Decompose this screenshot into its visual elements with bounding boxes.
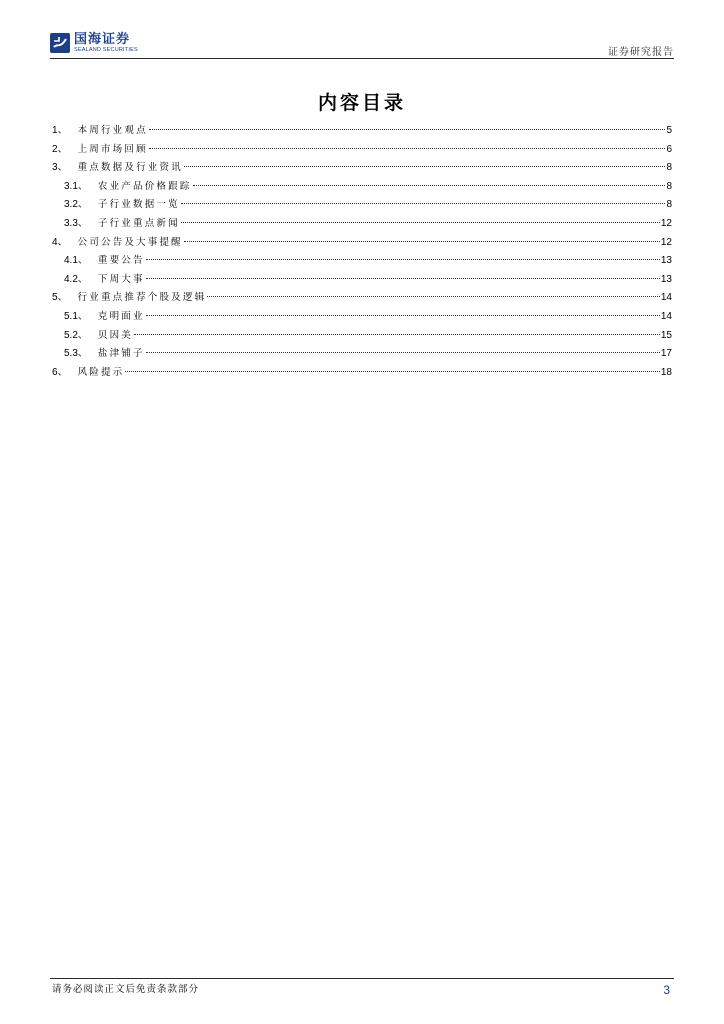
toc-entry-number: 5	[52, 292, 58, 304]
report-type-label: 证券研究报告	[608, 47, 674, 58]
toc-entry[interactable]	[52, 289, 672, 308]
toc-entry-separator: 、	[77, 180, 88, 192]
toc-entry-page: 17	[660, 348, 672, 360]
toc-entry[interactable]	[52, 327, 672, 346]
toc-entry-separator: 、	[77, 273, 88, 285]
toc-entry-number: 4.2	[64, 273, 78, 285]
toc-entry-separator: 、	[57, 366, 68, 378]
toc-entry[interactable]	[52, 159, 672, 178]
toc-entry-label: 公司公告及大事提醒	[77, 236, 183, 248]
toc-entry-number: 3.2	[64, 199, 78, 211]
toc-entry-page: 6	[666, 143, 672, 155]
toc-entry-page: 15	[660, 329, 672, 341]
toc-entry-separator: 、	[57, 292, 68, 304]
toc-entry-label: 下周大事	[97, 273, 145, 285]
toc-dot-leader	[184, 241, 660, 242]
toc-entry-separator: 、	[77, 217, 88, 229]
toc-title: 内容目录	[317, 92, 406, 114]
toc-entry[interactable]	[52, 364, 672, 383]
page-header	[50, 30, 674, 59]
toc-entry-separator: 、	[57, 236, 68, 248]
toc-entry-label: 贝因美	[97, 329, 134, 341]
toc-entry-number: 5.1	[64, 310, 78, 322]
toc-entry-label: 克明面业	[97, 310, 145, 322]
toc-entry-page: 8	[666, 180, 672, 192]
toc-entry-label: 重要公告	[97, 255, 145, 267]
toc-dot-leader	[134, 334, 660, 335]
toc-entry-page: 13	[660, 255, 672, 267]
toc-entry-separator: 、	[57, 125, 68, 136]
toc-entry-page: 18	[660, 366, 672, 378]
toc-entry[interactable]	[52, 234, 672, 253]
toc-entry-separator: 、	[57, 143, 68, 155]
toc-dot-leader	[146, 259, 660, 260]
logo-chinese-name: 国海证券	[74, 32, 131, 47]
toc-entry-separator: 、	[77, 255, 88, 267]
toc-entry-number: 1	[52, 125, 58, 136]
toc-entry[interactable]	[52, 215, 672, 234]
toc-entry[interactable]	[52, 308, 672, 327]
toc-entry-separator: 、	[77, 348, 88, 360]
page-number: 3	[663, 983, 670, 997]
toc-dot-leader	[146, 278, 660, 279]
toc-entry-label: 上周市场回顾	[77, 143, 148, 155]
disclaimer-note: 请务必阅读正文后免责条款部分	[52, 984, 200, 995]
toc-entry-page: 13	[660, 273, 672, 285]
toc-entry-number: 5.2	[64, 329, 78, 341]
toc-entry-separator: 、	[77, 199, 88, 211]
toc-dot-leader	[181, 203, 666, 204]
toc-entry-label: 子行业重点新闻	[97, 217, 180, 229]
toc-entry[interactable]	[52, 271, 672, 290]
toc-entry-page: 14	[660, 310, 672, 322]
toc-entry-page: 14	[660, 292, 672, 304]
toc-entry-label: 行业重点推荐个股及逻辑	[77, 292, 207, 304]
toc-entry-label: 本周行业观点	[77, 125, 148, 136]
toc-entry-separator: 、	[57, 162, 68, 174]
toc-entry-number: 4.1	[64, 255, 78, 267]
toc-dot-leader	[149, 129, 666, 130]
toc-entry-label: 风险提示	[77, 366, 125, 378]
toc-entry-label: 农业产品价格跟踪	[97, 180, 192, 192]
toc-entry-separator: 、	[77, 310, 88, 322]
toc-entry[interactable]	[52, 122, 672, 141]
toc-entry-page: 8	[666, 199, 672, 211]
toc-dot-leader	[146, 315, 660, 316]
toc-dot-leader	[184, 166, 666, 167]
toc-entry-label: 重点数据及行业资讯	[77, 162, 183, 174]
toc-entry[interactable]	[52, 141, 672, 160]
toc-entry-separator: 、	[77, 329, 88, 341]
toc-entry-number: 6	[52, 366, 58, 378]
toc-dot-leader	[125, 371, 660, 372]
toc-dot-leader	[207, 296, 660, 297]
toc-entry-page: 12	[660, 236, 672, 248]
footer-divider	[50, 978, 674, 979]
toc-entry[interactable]	[52, 178, 672, 197]
company-logo	[50, 33, 138, 54]
toc-entry-number: 3	[52, 162, 58, 174]
sealand-logo-icon	[50, 33, 70, 53]
toc-dot-leader	[149, 148, 666, 149]
toc-dot-leader	[181, 222, 660, 223]
toc-entry-page: 12	[660, 217, 672, 229]
toc-dot-leader	[193, 185, 666, 186]
toc-entry[interactable]	[52, 252, 672, 271]
toc-entry-page: 5	[666, 125, 672, 136]
toc-entry[interactable]	[52, 196, 672, 215]
toc-entry-number: 5.3	[64, 348, 78, 360]
table-of-contents	[52, 122, 672, 382]
toc-entry[interactable]	[52, 345, 672, 364]
toc-dot-leader	[146, 352, 660, 353]
toc-entry-number: 2	[52, 143, 58, 155]
logo-english-name: SEALAND SECURITIES	[74, 47, 138, 53]
toc-entry-label: 子行业数据一览	[97, 199, 180, 211]
toc-entry-number: 3.3	[64, 217, 78, 229]
toc-entry-label: 盐津铺子	[97, 348, 145, 360]
toc-entry-page: 8	[666, 162, 672, 174]
toc-entry-number: 4	[52, 236, 58, 248]
toc-entry-number: 3.1	[64, 180, 78, 192]
